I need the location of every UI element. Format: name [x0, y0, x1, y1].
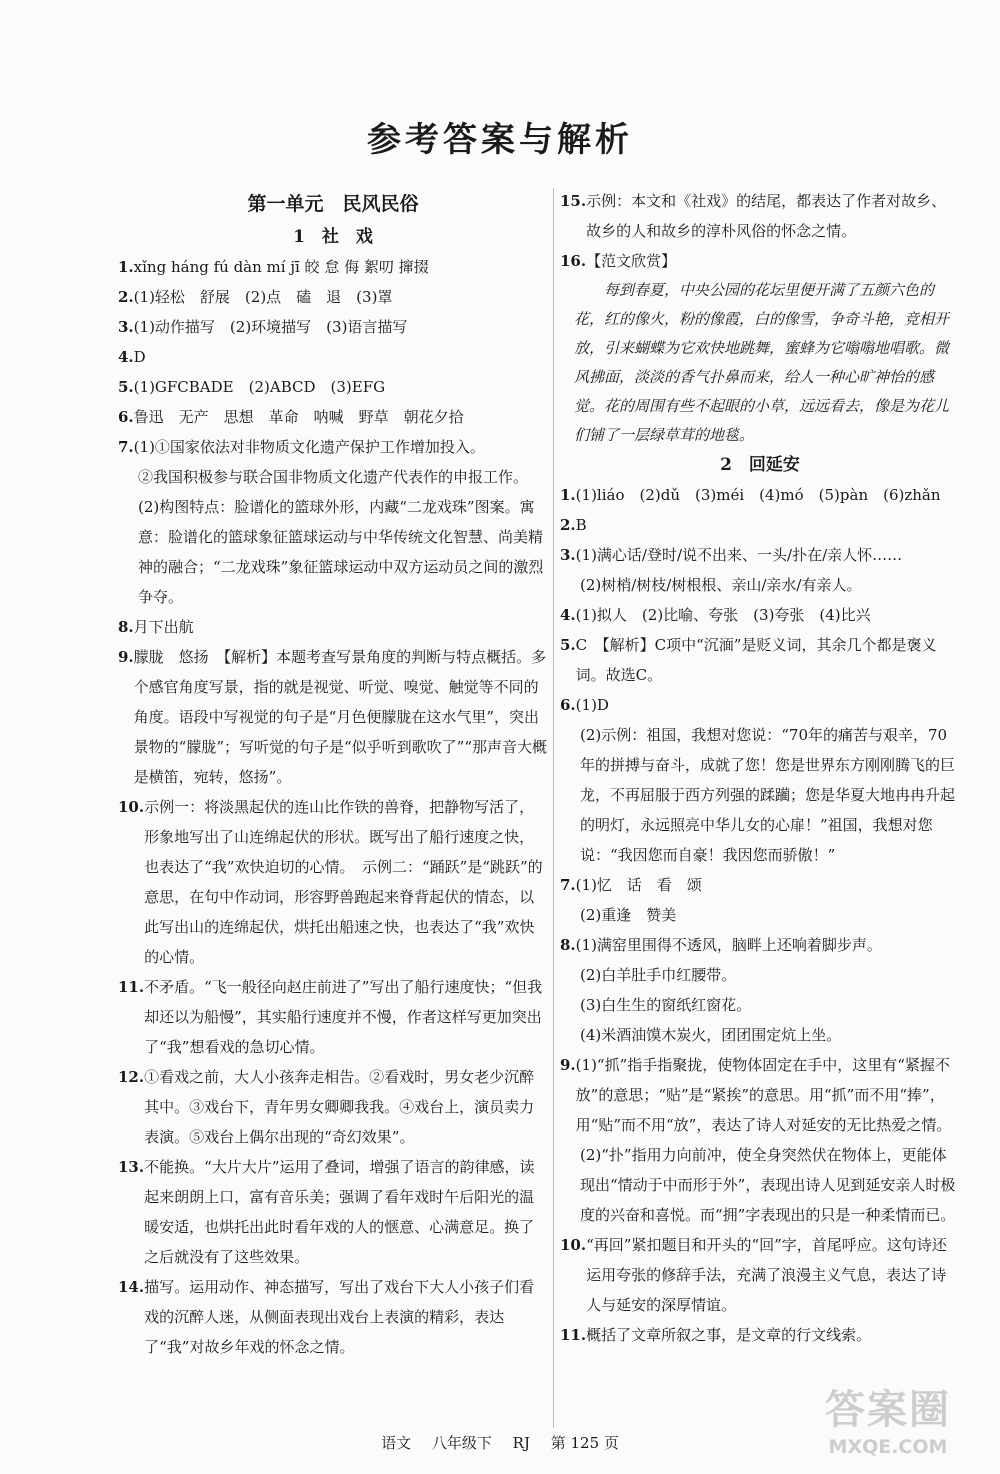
answer-line	[560, 480, 960, 510]
answer-item	[560, 600, 960, 630]
answer-item	[118, 792, 548, 972]
right-column	[560, 186, 960, 1350]
answer-text: ①看戏之前，大人小孩奔走相告。②看戏时，男女老少沉醉其中。③戏台下，青年男女卿卿我我。④戏台上，演员卖力表演。⑤戏台上偶尔出现的“奇幻效果”。	[144, 1068, 535, 1146]
answer-item	[118, 972, 548, 1062]
answer-number: 11.	[118, 978, 145, 996]
footer-edition: RJ	[512, 1434, 530, 1452]
watermark-text: 答案圈	[825, 1387, 951, 1433]
answer-item	[560, 480, 960, 510]
answer-number: 7.	[118, 438, 134, 456]
answer-number: 13.	[118, 1158, 145, 1176]
answer-text: (3)白生生的窗纸红窗花。	[580, 996, 752, 1014]
answer-number: 9.	[118, 648, 134, 666]
answer-text: 【范文欣赏】	[586, 252, 677, 270]
answer-number: 8.	[118, 618, 134, 636]
answer-text: (2)树梢/树枝/树根根、亲山/亲水/有亲人。	[580, 576, 862, 594]
answer-line	[560, 870, 960, 900]
answer-item	[560, 690, 960, 870]
lesson2-answers	[560, 480, 960, 1350]
answer-item	[560, 1320, 960, 1350]
answer-text: 鲁迅 无产 思想 革命 呐喊 野草 朝花夕拾	[133, 408, 464, 426]
answer-number: 2.	[560, 516, 576, 534]
answer-number: 14.	[118, 1278, 145, 1296]
answer-text: (1)①国家依法对非物质文化遗产保护工作增加投入。	[133, 438, 485, 456]
answer-text: C 【解析】C项中“沉湎”是贬义词，其余几个都是褒义词。故选C。	[575, 636, 937, 684]
answer-text: 朦胧 悠扬 【解析】本题考查写景角度的判断与特点概括。多个感官角度写景，指的就是视觉、听觉、嗅觉、触觉等不同的角度。语段中写视觉的句子是“月色便朦胧在这水气里”，突出景物的“朦胧”；写听觉的句子是“似乎听到歌吹了”“那声音大概是横笛，宛转，悠扬”。	[133, 648, 548, 786]
answer-line	[560, 960, 960, 990]
answer-text: 不能换。“大片大片”运用了叠词，增强了语言的韵律感，读起来朗朗上口，富有音乐美；强调了看年戏时午后阳光的温暖安适，也烘托出此时看年戏的人的惬意、心满意足。换了之后就没有了这些效果。	[144, 1158, 535, 1266]
answer-text: 不矛盾。“飞一般径向赵庄前进了”写出了船行速度快；“但我却还以为船慢”，其实船行速度并不慢，作者这样写更加突出了“我”想看戏的急切心情。	[144, 978, 543, 1056]
answer-text: (1)liáo (2)dǔ (3)méi (4)mó (5)pàn (6)zhǎn	[575, 486, 941, 504]
answer-item	[118, 612, 548, 642]
answer-text: D	[133, 348, 146, 366]
answer-item	[118, 282, 548, 312]
answer-item	[118, 642, 548, 792]
answer-item	[118, 312, 548, 342]
answer-text: 概括了文章所叙之事，是文章的行文线索。	[586, 1326, 872, 1344]
model-essay: 每到春夏，中央公园的花坛里便开满了五颜六色的花，红的像火，粉的像霞，白的像雪，争奇斗艳，竞相开放，引来蝴蝶为它欢快地跳舞，蜜蜂为它嗡嗡地唱歌。微风拂面，淡淡的香气扑鼻而来，给人一种心旷神怡的感觉。花的周围有些不起眼的小草，远远看去，像是为花儿们铺了一层绿草茸的地毯。	[574, 281, 950, 444]
answer-item	[118, 372, 548, 402]
answer-number: 4.	[560, 606, 576, 624]
answer-line	[118, 1272, 548, 1362]
answer-line	[560, 510, 960, 540]
answer-line	[118, 252, 548, 282]
answer-line	[118, 402, 548, 432]
answer-line	[560, 1050, 960, 1140]
footer-grade: 八年级下	[431, 1434, 492, 1452]
answer-item	[118, 342, 548, 372]
answer-text: (1)轻松 舒展 (2)点 磕 退 (3)罩	[133, 288, 393, 306]
answer-number: 8.	[560, 936, 576, 954]
answer-line	[560, 690, 960, 720]
answer-number: 2.	[118, 288, 134, 306]
answer-number: 10.	[560, 1236, 587, 1254]
left-column	[118, 186, 548, 1362]
answer-line	[118, 1152, 548, 1272]
answer-line	[118, 372, 548, 402]
answer-line	[560, 930, 960, 960]
answer-text: (1)拟人 (2)比喻、夸张 (3)夸张 (4)比兴	[575, 606, 871, 624]
watermark-url: MXQE.COM	[828, 1436, 948, 1458]
answer-number: 15.	[560, 192, 587, 210]
answer-item	[118, 432, 548, 612]
answer-number: 3.	[118, 318, 134, 336]
answer-line	[118, 972, 548, 1062]
answer-line	[118, 792, 548, 972]
answer-item	[118, 1272, 548, 1362]
answer-line	[118, 312, 548, 342]
answer-line	[560, 186, 960, 246]
answer-line	[118, 492, 548, 612]
answer-text: (2)重逢 赞美	[580, 906, 677, 924]
watermark-logo	[798, 1384, 978, 1464]
answer-line	[560, 600, 960, 630]
answer-text: (1)忆 话 看 颂	[575, 876, 702, 894]
answer-item	[118, 1152, 548, 1272]
answer-text: (1)满窑里围得不透风，脑畔上还响着脚步声。	[575, 936, 882, 954]
answer-line	[560, 1140, 960, 1230]
answer-line	[118, 642, 548, 792]
answer-item	[560, 930, 960, 1050]
answer-item	[560, 630, 960, 690]
answer-line	[560, 900, 960, 930]
answer-line	[560, 990, 960, 1020]
unit-title: 第一单元 民风民俗	[247, 193, 419, 215]
answer-item	[118, 402, 548, 432]
answer-text: 示例一：将淡黑起伏的连山比作铁的兽脊，把静物写活了，形象地写出了山连绵起伏的形状。既写出了船行速度之快，也表达了“我”欢快迫切的心情。 示例二：“踊跃”是“跳跃”的意思，在句中作动词，形容野兽跑起来脊背起伏的情态，以此写出山的连绵起伏，烘托出船速之快，也表达了“我”欢快的心情。	[144, 798, 543, 966]
answer-text: ②我国积极参与联合国非物质文化遗产代表作的申报工作。	[138, 468, 529, 486]
answer-item	[560, 1230, 960, 1320]
page-title: 参考答案与解析	[367, 120, 633, 160]
answer-text: xǐng háng fú dàn mí jī 皎 怠 侮 絮叨 撺掇	[133, 258, 429, 276]
answer-item	[560, 510, 960, 540]
answer-number: 3.	[560, 546, 576, 564]
answer-text: (4)米酒油馍木炭火，团团围定炕上坐。	[580, 1026, 842, 1044]
answer-line	[118, 342, 548, 372]
answer-number: 5.	[118, 378, 134, 396]
answer-line	[560, 1320, 960, 1350]
answer-item	[560, 186, 960, 246]
answer-item	[118, 252, 548, 282]
answer-number: 4.	[118, 348, 134, 366]
answer-number: 6.	[560, 696, 576, 714]
answer-number: 7.	[560, 876, 576, 894]
answer-item	[560, 1050, 960, 1230]
answer-item	[560, 870, 960, 930]
answer-number: 1.	[118, 258, 134, 276]
lesson1-answers	[118, 252, 548, 1362]
answer-text: “再回”紧扣题目和开头的“回”字，首尾呼应。这句诗还运用夸张的修辞手法，充满了浪漫主义气息，表达了诗人与延安的深厚情谊。	[586, 1236, 947, 1314]
answer-line	[118, 612, 548, 642]
answer-text: (1)满心话/登时/说不出来、一头/扑在/亲人怀……	[575, 546, 903, 564]
footer-subject: 语文	[381, 1434, 412, 1452]
lesson-title: 1 社 戏	[293, 227, 373, 247]
column-divider	[553, 188, 554, 1428]
answer-item	[118, 1062, 548, 1152]
answer-line	[560, 720, 960, 870]
answer-item	[560, 540, 960, 600]
answer-text: B	[575, 516, 587, 534]
answer-text: (2)示例：祖国，我想对您说：“70年的痛苦与艰辛，70年的拼搏与奋斗，成就了您！您是世界东方刚刚腾飞的巨龙，不再屈服于西方列强的蹂躏；您是华夏大地冉冉升起的明灯，永远照亮中华儿女的心扉！”祖国，我想对您说：“我因您而自豪！我因您而骄傲！”	[580, 726, 956, 864]
answer-number: 12.	[118, 1068, 145, 1086]
answer-text: (2)白羊肚手巾红腰带。	[580, 966, 737, 984]
answer-line	[118, 432, 548, 462]
answer-line	[560, 630, 960, 690]
answer-text: (1)“抓”指手指聚拢，使物体固定在手中，这里有“紧握不放”的意思；“贴”是“紧挨”的意思。用“抓”而不用“捧”，用“贴”而不用“放”，表达了诗人对延安的无比热爱之情。	[575, 1056, 952, 1134]
answer-line	[560, 1230, 960, 1320]
answer-text: 月下出航	[133, 618, 194, 636]
answer-line	[560, 246, 960, 276]
answer-line	[560, 570, 960, 600]
answer-line	[560, 540, 960, 570]
answer-number: 11.	[560, 1326, 587, 1344]
answer-line	[118, 282, 548, 312]
answer-line	[118, 462, 548, 492]
answer-number: 5.	[560, 636, 576, 654]
answer-number: 6.	[118, 408, 134, 426]
answer-text: (1)GFCBADE (2)ABCD (3)EFG	[133, 378, 386, 396]
answer-text: (2)构图特点：脸谱化的篮球外形，内藏“二龙戏珠”图案。寓意：脸谱化的篮球象征篮球运动与中华传统文化智慧、尚美精神的融合；“二龙戏珠”象征篮球运动中双方运动员之间的激烈争夺。	[138, 498, 544, 606]
answer-number: 16.	[560, 252, 587, 270]
answer-item	[560, 246, 960, 276]
answer-text: (1)动作描写 (2)环境描写 (3)语言描写	[133, 318, 408, 336]
answer-text: (2)“扑”指用力向前冲，使全身突然伏在物体上，更能体现出“情动于中而形于外”，表现出诗人见到延安亲人时极度的兴奋和喜悦。而“拥”字表现出的只是一种柔情而已。	[580, 1146, 956, 1224]
answer-number: 1.	[560, 486, 576, 504]
answer-text: (1)D	[575, 696, 609, 714]
footer-page-number: 第 125 页	[550, 1434, 619, 1452]
answer-line	[118, 1062, 548, 1152]
answer-number: 9.	[560, 1056, 576, 1074]
answer-number: 10.	[118, 798, 145, 816]
answer-line	[560, 1020, 960, 1050]
lesson-title: 2 回延安	[720, 455, 800, 475]
answer-text: 示例：本文和《社戏》的结尾，都表达了作者对故乡、故乡的人和故乡的淳朴风俗的怀念之情。	[586, 192, 947, 240]
right-top-answers	[560, 186, 960, 276]
answer-text: 描写。运用动作、神态描写，写出了戏台下大人小孩子们看戏的沉醉人迷，从侧面表现出戏台上表演的精彩，表达了“我”对故乡年戏的怀念之情。	[144, 1278, 535, 1356]
